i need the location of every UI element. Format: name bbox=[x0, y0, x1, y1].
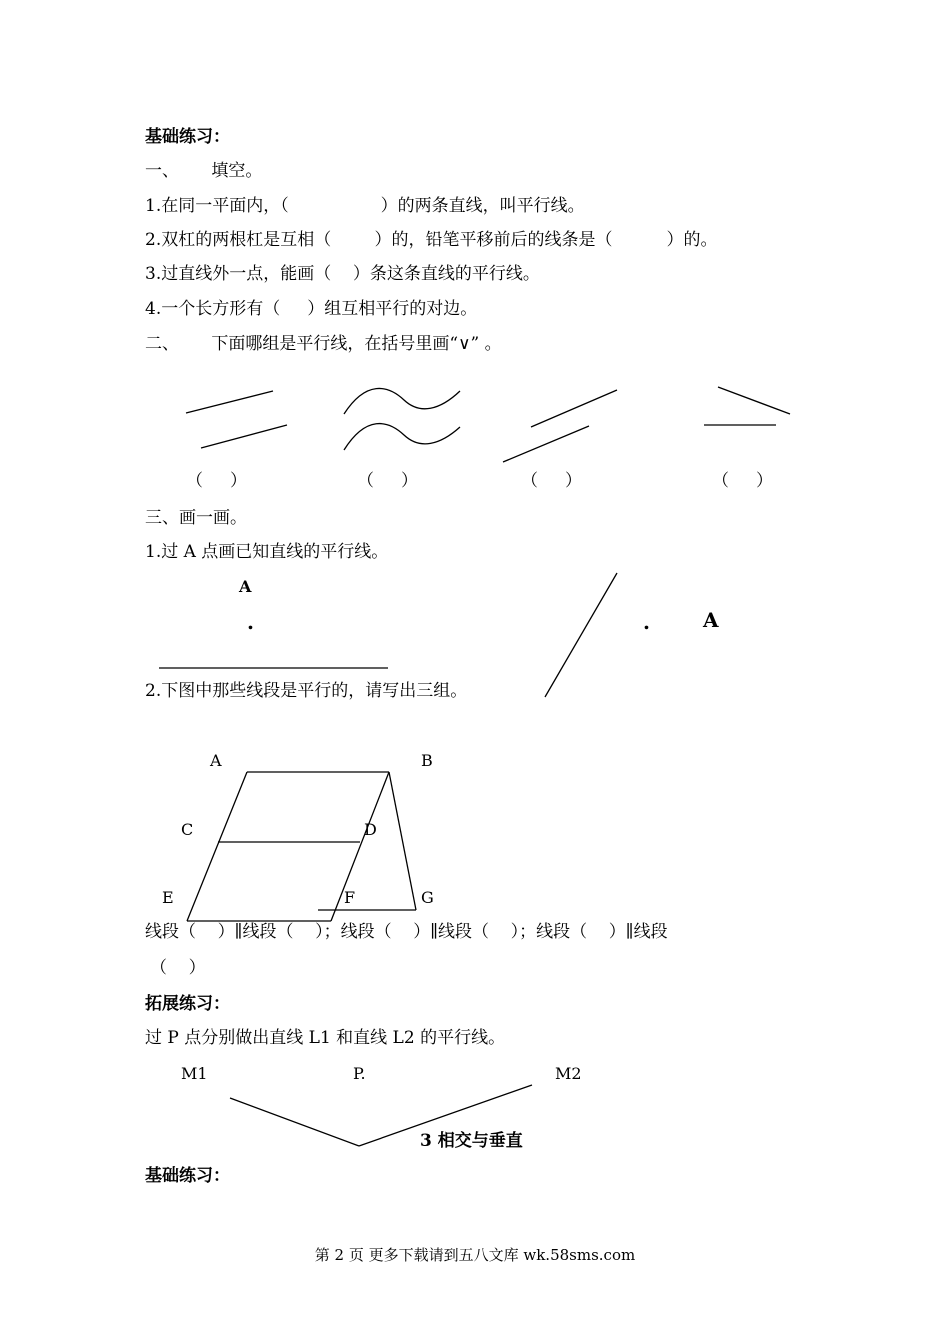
section-title-intersect-perpendicular: 3 相交与垂直 bbox=[420, 1131, 523, 1151]
label-a: A bbox=[210, 751, 222, 770]
label-d: D bbox=[364, 820, 377, 839]
q3-title: 三、画一画。 bbox=[145, 508, 247, 528]
q2-title: 二、 下面哪组是平行线，在括号里画“∨” 。 bbox=[145, 334, 502, 354]
label-p: P. bbox=[353, 1064, 366, 1083]
line-l1 bbox=[230, 1098, 359, 1146]
q2-bracket-2: （ ） bbox=[357, 471, 419, 491]
answer-line: 线段（ ）∥线段（ ）；线段（ ）∥线段（ ）；线段（ ）∥线段 bbox=[145, 922, 668, 942]
heading-basic-practice: 基础练习： bbox=[145, 127, 230, 147]
q1-item-2: 2.双杠的两根杠是互相（ ）的，铅笔平移前后的线条是（ ）的。 bbox=[145, 230, 718, 250]
q1-item-3: 3.过直线外一点，能画（ ）条这条直线的平行线。 bbox=[145, 264, 540, 284]
q1-item-1: 1.在同一平面内，（ ）的两条直线，叫平行线。 bbox=[145, 196, 585, 216]
q1-title: 一、 填空。 bbox=[145, 161, 263, 181]
label-e: E bbox=[162, 888, 174, 907]
q2-bracket-4: （ ） bbox=[712, 471, 774, 491]
point-a-dot-right: . bbox=[643, 610, 650, 634]
q2-bracket-3: （ ） bbox=[521, 471, 583, 491]
answer-line-2: （ ） bbox=[150, 958, 206, 978]
label-m1: M1 bbox=[181, 1064, 208, 1083]
q1-item-4: 4.一个长方形有（ ）组互相平行的对边。 bbox=[145, 299, 478, 319]
label-c: C bbox=[181, 820, 194, 839]
point-a-label-right: A bbox=[703, 608, 719, 632]
heading-extension-practice: 拓展练习： bbox=[145, 994, 230, 1014]
q3-item-2: 2.下图中那些线段是平行的，请写出三组。 bbox=[145, 681, 468, 701]
page-footer: 第 2 页 更多下载请到五八文库 wk.58sms.com bbox=[314, 1246, 636, 1264]
label-m2: M2 bbox=[555, 1064, 582, 1083]
extension-instruction: 过 P 点分别做出直线 L1 和直线 L2 的平行线。 bbox=[145, 1028, 506, 1048]
q3-item-1: 1.过 A 点画已知直线的平行线。 bbox=[145, 542, 389, 562]
label-b: B bbox=[421, 751, 433, 770]
label-g: G bbox=[421, 888, 434, 907]
heading-basic-practice-2: 基础练习： bbox=[145, 1166, 230, 1186]
label-f: F bbox=[344, 888, 356, 907]
q2-bracket-1: （ ） bbox=[186, 471, 248, 491]
point-a-dot-left: . bbox=[247, 610, 254, 634]
point-a-label-left: A bbox=[239, 577, 252, 596]
